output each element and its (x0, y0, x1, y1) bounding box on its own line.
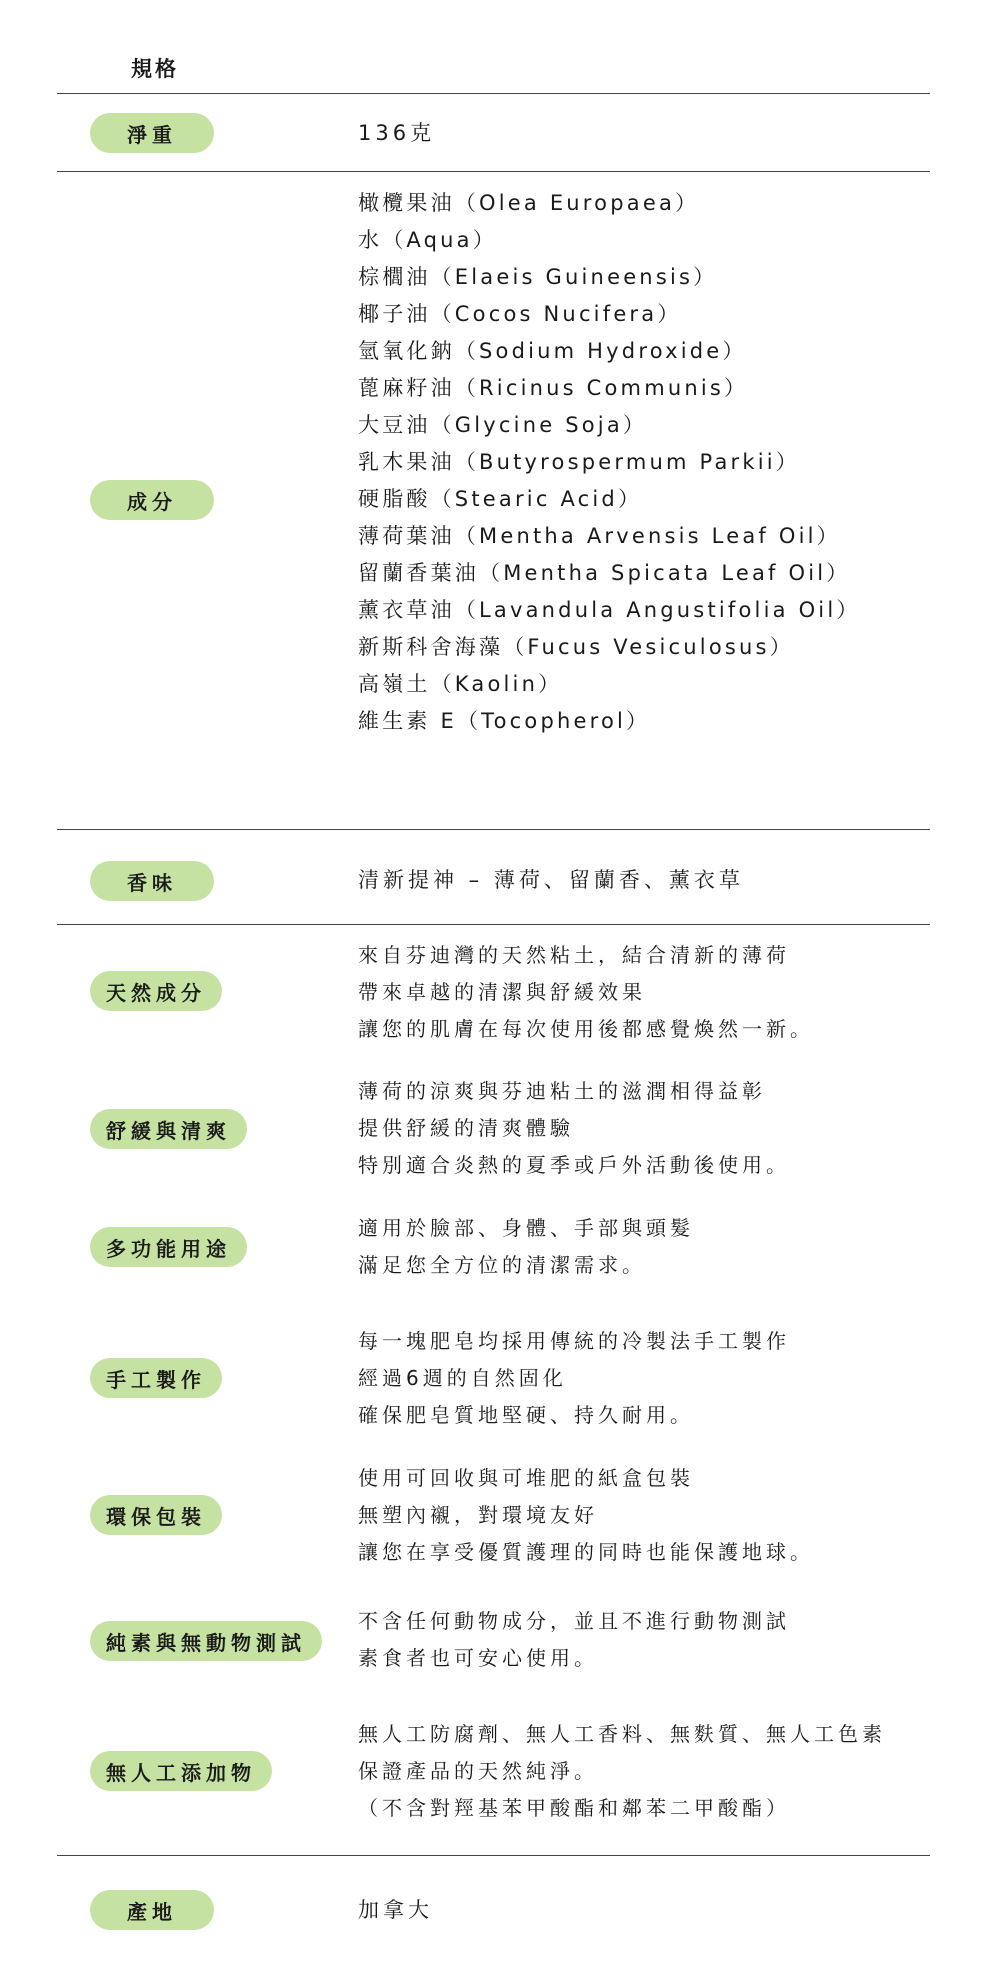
feature-desc-no-additives (358, 1716, 886, 1827)
ingredients-list (358, 185, 861, 740)
ingredient-item: 乳木果油（Butyrospermum Parkii） (358, 450, 801, 474)
divider (57, 93, 930, 94)
origin-value: 加拿大 (358, 1898, 433, 1922)
net-weight-value: 136克 (358, 121, 436, 145)
feature-label-natural: 天然成分 (90, 971, 222, 1011)
ingredient-item: 高嶺土（Kaolin） (358, 672, 563, 696)
feature-line: 滿足您全方位的清潔需求。 (358, 1253, 646, 1277)
feature-desc-natural (358, 937, 814, 1048)
ingredients-label: 成分 (90, 480, 214, 520)
divider (57, 924, 930, 925)
feature-line: 帶來卓越的清潔與舒緩效果 (358, 980, 646, 1004)
feature-line: 確保肥皂質地堅硬、持久耐用。 (358, 1403, 694, 1427)
feature-label-versatile: 多功能用途 (90, 1227, 247, 1267)
feature-line: 素食者也可安心使用。 (358, 1646, 598, 1670)
divider (57, 171, 930, 172)
ingredient-item: 維生素 E（Tocopherol） (358, 709, 651, 733)
divider (57, 829, 930, 830)
feature-desc-handmade (358, 1323, 790, 1434)
feature-label-handmade: 手工製作 (90, 1358, 222, 1398)
feature-line: 提供舒緩的清爽體驗 (358, 1116, 574, 1140)
scent-label: 香味 (90, 861, 214, 901)
feature-label-vegan: 純素與無動物測試 (90, 1621, 322, 1661)
feature-line: 保證產品的天然純淨。 (358, 1759, 598, 1783)
feature-line: 經過6週的自然固化 (358, 1366, 567, 1390)
feature-desc-soothing (358, 1073, 790, 1184)
feature-line: 無人工防腐劑、無人工香料、無麩質、無人工色素 (358, 1722, 886, 1746)
ingredient-item: 薰衣草油（Lavandula Angustifolia Oil） (358, 598, 861, 622)
feature-line: 使用可回收與可堆肥的紙盒包裝 (358, 1466, 694, 1490)
feature-line: 每一塊肥皂均採用傳統的冷製法手工製作 (358, 1329, 790, 1353)
feature-line: 無塑內襯，對環境友好 (358, 1503, 598, 1527)
feature-desc-versatile (358, 1210, 694, 1284)
feature-line: 特別適合炎熱的夏季或戶外活動後使用。 (358, 1153, 790, 1177)
ingredient-item: 氫氧化鈉（Sodium Hydroxide） (358, 339, 747, 363)
feature-line: 來自芬迪灣的天然粘土，結合清新的薄荷 (358, 943, 790, 967)
ingredient-item: 硬脂酸（Stearic Acid） (358, 487, 643, 511)
feature-label-no-additives: 無人工添加物 (90, 1751, 272, 1791)
ingredient-item: 新斯科舍海藻（Fucus Vesiculosus） (358, 635, 794, 659)
ingredient-item: 大豆油（Glycine Soja） (358, 413, 648, 437)
divider (57, 1855, 930, 1856)
ingredient-item: 棕櫚油（Elaeis Guineensis） (358, 265, 718, 289)
ingredient-item: 水（Aqua） (358, 228, 497, 252)
ingredient-item: 橄欖果油（Olea Europaea） (358, 191, 700, 215)
ingredient-item: 薄荷葉油（Mentha Arvensis Leaf Oil） (358, 524, 841, 548)
feature-line: 適用於臉部、身體、手部與頭髮 (358, 1216, 694, 1240)
feature-label-soothing: 舒緩與清爽 (90, 1109, 247, 1149)
scent-value: 清新提神 – 薄荷、留蘭香、薰衣草 (358, 868, 744, 892)
feature-desc-eco (358, 1460, 814, 1571)
net-weight-label: 淨重 (90, 113, 214, 153)
feature-label-eco: 環保包裝 (90, 1495, 222, 1535)
feature-line: 不含任何動物成分，並且不進行動物測試 (358, 1609, 790, 1633)
ingredient-item: 留蘭香葉油（Mentha Spicata Leaf Oil） (358, 561, 851, 585)
feature-line: （不含對羥基苯甲酸酯和鄰苯二甲酸酯） (358, 1796, 790, 1820)
feature-line: 讓您在享受優質護理的同時也能保護地球。 (358, 1540, 814, 1564)
spec-title: 規格 (131, 57, 179, 81)
feature-line: 讓您的肌膚在每次使用後都感覺煥然一新。 (358, 1017, 814, 1041)
origin-label: 產地 (90, 1890, 214, 1930)
ingredient-item: 蓖麻籽油（Ricinus Communis） (358, 376, 749, 400)
ingredient-item: 椰子油（Cocos Nucifera） (358, 302, 682, 326)
feature-desc-vegan (358, 1603, 790, 1677)
feature-line: 薄荷的涼爽與芬迪粘土的滋潤相得益彰 (358, 1079, 766, 1103)
